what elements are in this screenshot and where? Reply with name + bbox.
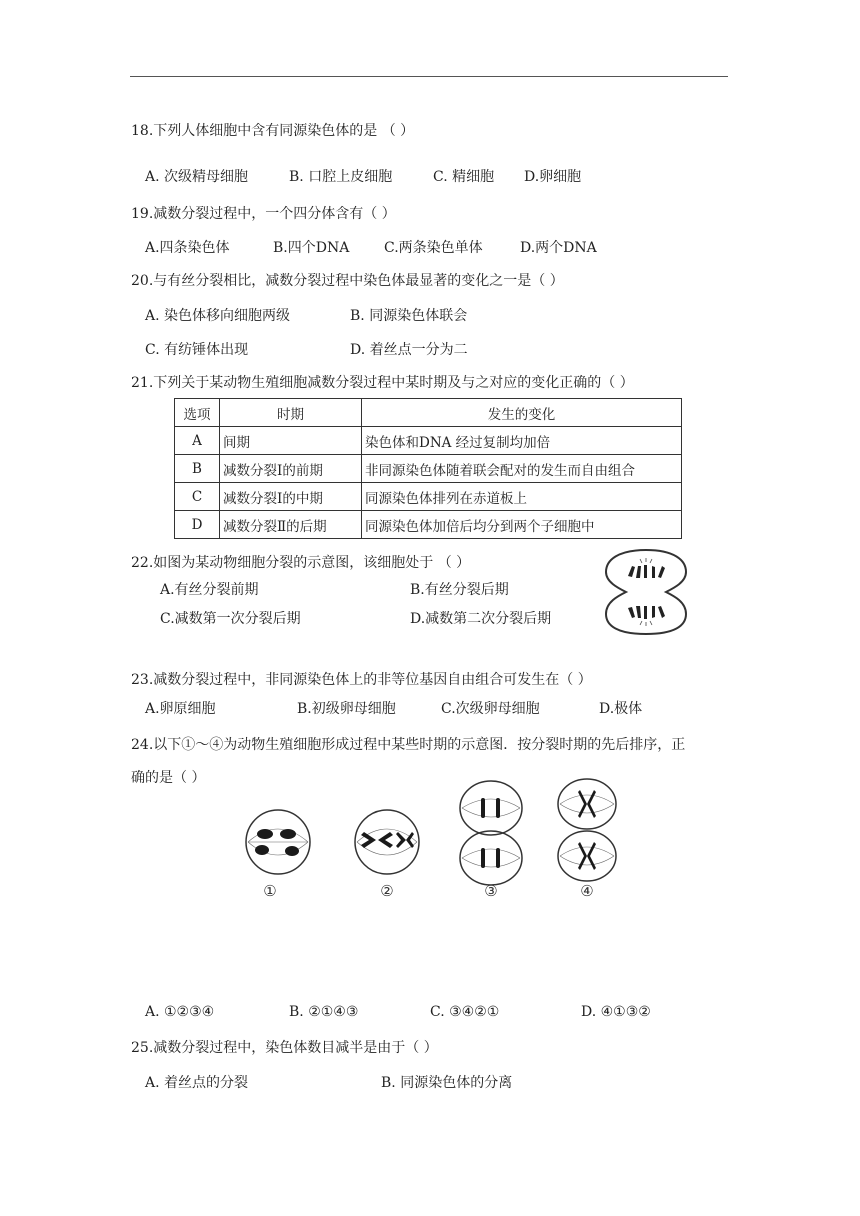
- q19-option-c[interactable]: C.两条染色单体: [384, 240, 483, 256]
- q20-option-d[interactable]: D. 着丝点一分为二: [350, 342, 468, 358]
- q20-option-c[interactable]: C. 有纺锤体出现: [145, 342, 249, 358]
- question-19-stem: 19.减数分裂过程中，一个四分体含有（ ）: [131, 206, 396, 222]
- q20-option-b[interactable]: B. 同源染色体联会: [350, 308, 468, 324]
- q22-option-c[interactable]: C.减数第一次分裂后期: [160, 611, 301, 627]
- table-cell-change: 染色体和DNA 经过复制均加倍: [362, 427, 682, 455]
- q22-option-d[interactable]: D.减数第二次分裂后期: [410, 611, 552, 627]
- table-cell-change: 同源染色体排列在赤道板上: [362, 483, 682, 511]
- q24-option-b[interactable]: B. ②①④③: [289, 1004, 359, 1020]
- table-cell-option: B: [175, 455, 220, 483]
- table-cell-option: C: [175, 483, 220, 511]
- cell-4-figure: [558, 779, 616, 881]
- question-23-stem: 23.减数分裂过程中，非同源染色体上的非等位基因自由组合可发生在（ ）: [131, 672, 592, 688]
- table-cell-option: A: [175, 427, 220, 455]
- question-21-stem: 21.下列关于某动物生殖细胞减数分裂过程中某时期及与之对应的变化正确的（ ）: [131, 375, 634, 391]
- table-cell-change: 非同源染色体随着联会配对的发生而自由组合: [362, 455, 682, 483]
- q23-option-d[interactable]: D.极体: [599, 701, 643, 717]
- q25-option-b[interactable]: B. 同源染色体的分离: [381, 1075, 513, 1091]
- table-cell-change: 同源染色体加倍后均分到两个子细胞中: [362, 511, 682, 539]
- table-row: [175, 455, 682, 483]
- q18-option-b[interactable]: B. 口腔上皮细胞: [289, 169, 393, 185]
- table-header-cell: 发生的变化: [362, 399, 682, 427]
- q24-option-c[interactable]: C. ③④②①: [430, 1004, 500, 1020]
- q19-option-a[interactable]: A.四条染色体: [145, 240, 230, 256]
- q19-option-b[interactable]: B.四个DNA: [273, 240, 350, 256]
- question-24-stem-line1: 24.以下①～④为动物生殖细胞形成过程中某些时期的示意图．按分裂时期的先后排序，正: [131, 737, 686, 753]
- q23-option-c[interactable]: C.次级卵母细胞: [441, 701, 540, 717]
- q18-option-c[interactable]: C. 精细胞: [433, 169, 495, 185]
- figure-label-4: ④: [580, 882, 594, 900]
- q18-option-a[interactable]: A. 次级精母细胞: [145, 169, 249, 185]
- question-24-stem-line2: 确的是（ ）: [131, 770, 206, 786]
- figure-label-2: ②: [380, 882, 394, 900]
- figure-label-1: ①: [263, 882, 277, 900]
- q24-figure: [240, 776, 625, 900]
- q22-option-b[interactable]: B.有丝分裂后期: [410, 582, 509, 598]
- table-row: [175, 511, 682, 539]
- cell-1-figure: [246, 810, 310, 874]
- q24-option-d[interactable]: D. ④①③②: [581, 1004, 651, 1020]
- table-cell-period: 间期: [220, 427, 362, 455]
- cell-3-figure: [460, 781, 522, 885]
- q23-option-a[interactable]: A.卵原细胞: [145, 701, 216, 717]
- table-row: [175, 483, 682, 511]
- table-header-row: [175, 399, 682, 427]
- question-18-stem: 18.下列人体细胞中含有同源染色体的是 （ ）: [131, 123, 415, 139]
- table-cell-period: 减数分裂Ⅱ的后期: [220, 511, 362, 539]
- header-rule: [130, 76, 728, 77]
- table-row: [175, 427, 682, 455]
- figure-label-3: ③: [484, 882, 498, 900]
- q22-cell-division-figure: [604, 548, 688, 636]
- q25-option-a[interactable]: A. 着丝点的分裂: [145, 1075, 249, 1091]
- q20-option-a[interactable]: A. 染色体移向细胞两级: [145, 308, 291, 324]
- q22-option-a[interactable]: A.有丝分裂前期: [160, 582, 259, 598]
- table-cell-period: 减数分裂Ⅰ的前期: [220, 455, 362, 483]
- q24-option-a[interactable]: A. ①②③④: [145, 1004, 215, 1020]
- q18-option-d[interactable]: D.卵细胞: [524, 169, 582, 185]
- q19-option-d[interactable]: D.两个DNA: [520, 240, 597, 256]
- q21-table: [174, 398, 682, 539]
- table-header-cell: 时期: [220, 399, 362, 427]
- question-22-stem: 22.如图为某动物细胞分裂的示意图，该细胞处于 （ ）: [131, 555, 471, 571]
- cell-2-figure: [355, 810, 419, 874]
- table-cell-option: D: [175, 511, 220, 539]
- q23-option-b[interactable]: B.初级卵母细胞: [297, 701, 396, 717]
- table-cell-period: 减数分裂Ⅰ的中期: [220, 483, 362, 511]
- question-25-stem: 25.减数分裂过程中，染色体数目减半是由于（ ）: [131, 1040, 438, 1056]
- table-header-cell: 选项: [175, 399, 220, 427]
- question-20-stem: 20.与有丝分裂相比，减数分裂过程中染色体最显著的变化之一是（ ）: [131, 273, 564, 289]
